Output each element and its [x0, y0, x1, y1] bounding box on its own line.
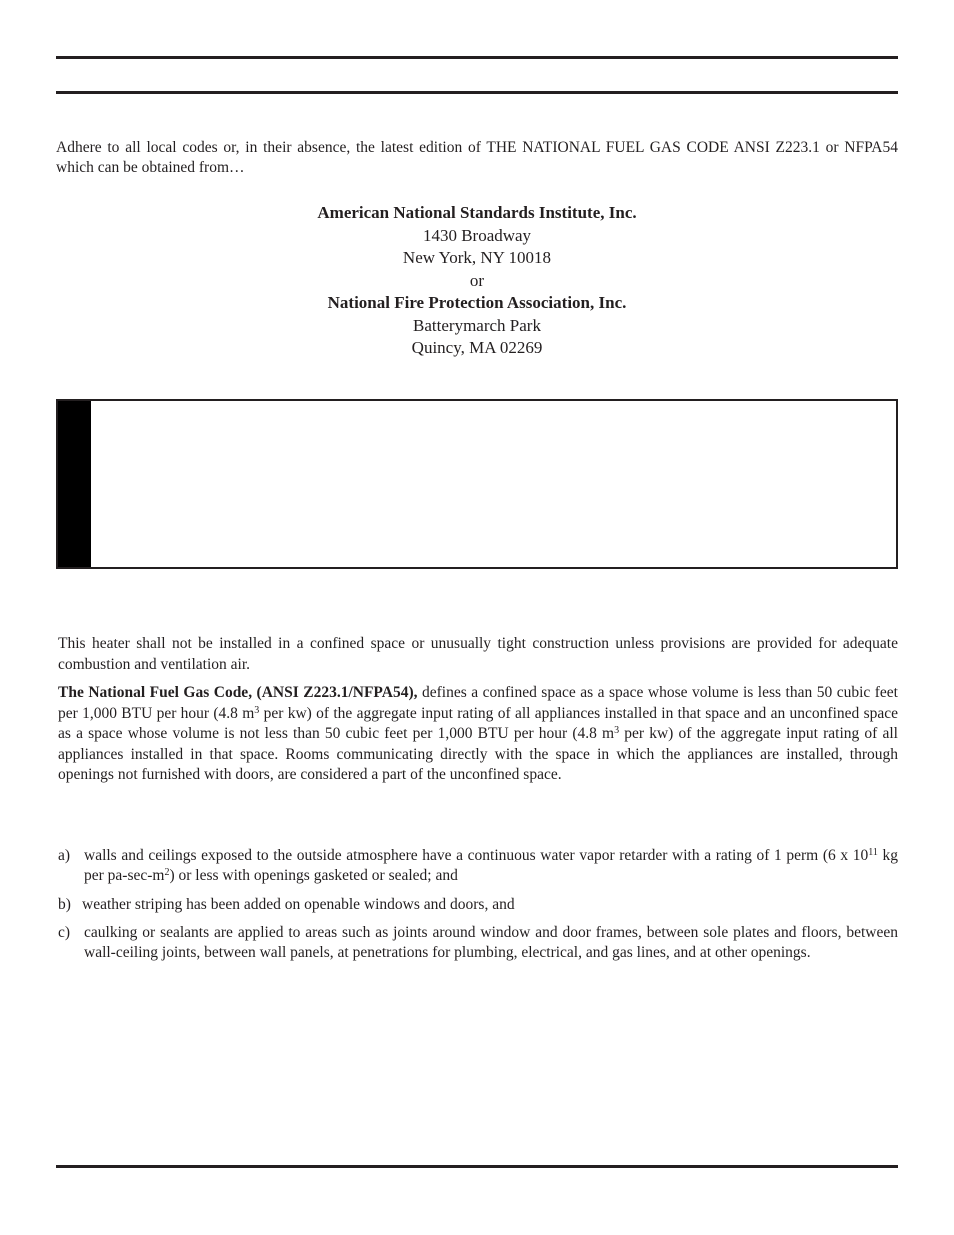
address-separator: or: [469, 270, 485, 290]
org2-street: Batterymarch Park: [413, 315, 541, 335]
intro-paragraph: Adhere to all local codes or, in their absence, the latest edition of THE NATIONAL FUEL GAS CODE ANSI Z223.1 or NFPA54 which can be obtained from…: [56, 139, 898, 176]
address-block: [56, 202, 898, 360]
list-marker-a: a): [58, 847, 71, 864]
confined-space-paragraph: This heater shall not be installed in a confined space or unusually tight construction unless provisions are provided for adequate combustion and ventilation air.: [58, 635, 898, 673]
org1-street: 1430 Broadway: [422, 225, 532, 245]
footer-rule: [56, 1165, 898, 1168]
list-text-b: weather striping has been added on openable windows and doors, and: [82, 896, 515, 913]
org2-city: Quincy, MA 02269: [411, 338, 543, 357]
warning-side-bar: [58, 401, 91, 567]
org1-city: New York, NY 10018: [402, 248, 552, 267]
list-item-a: [58, 846, 898, 886]
warning-box: [56, 399, 898, 569]
code-reference: The National Fuel Gas Code, (ANSI Z223.1/NFPA54),: [58, 684, 418, 701]
list-item-b: [58, 895, 898, 915]
list-marker-b: b): [58, 896, 71, 913]
list-item-c: [58, 923, 898, 963]
org2-name: National Fire Protection Association, Inc.: [327, 293, 627, 312]
header-rule-bottom: [56, 91, 898, 94]
list-text-a: walls and ceilings exposed to the outside atmosphere have a continuous water vapor retarder with a rating of 1 perm (6 x $10^{11}$ kg per $pa-\sec-m^2$) or less with openings gasketed or sealed; and: [84, 847, 898, 884]
list-marker-c: c): [58, 924, 71, 941]
confined-space-definition: The National Fuel Gas Code, (ANSI Z223.1/NFPA54), defines a confined space as a space whose volume is less than 50 cubic feet per 1,000 BTU per hour (4.8 $m^3$ per kw) of the aggregate input rating of all appliances installed in that space and an unconfined space as a space whose volume is not less than 50 cubic feet per 1,000 BTU per hour (4.8 $m^3$ per kw) of the aggregate input rating of all appliances installed in that space. Rooms communicating directly with the space in which the appliances are installed, through openings not furnished with doors, are considered a part of the unconfined space.: [58, 684, 898, 783]
list-text-c: caulking or sealants are applied to areas such as joints around window and door frames, between sole plates and floors, between wall-ceiling joints, between wall panels, at penetrations for plumbing, electrical, and gas lines, and at other openings.: [84, 924, 898, 961]
header-rule-top: [56, 56, 898, 59]
org1-name: American National Standards Institute, Inc.: [317, 203, 637, 222]
